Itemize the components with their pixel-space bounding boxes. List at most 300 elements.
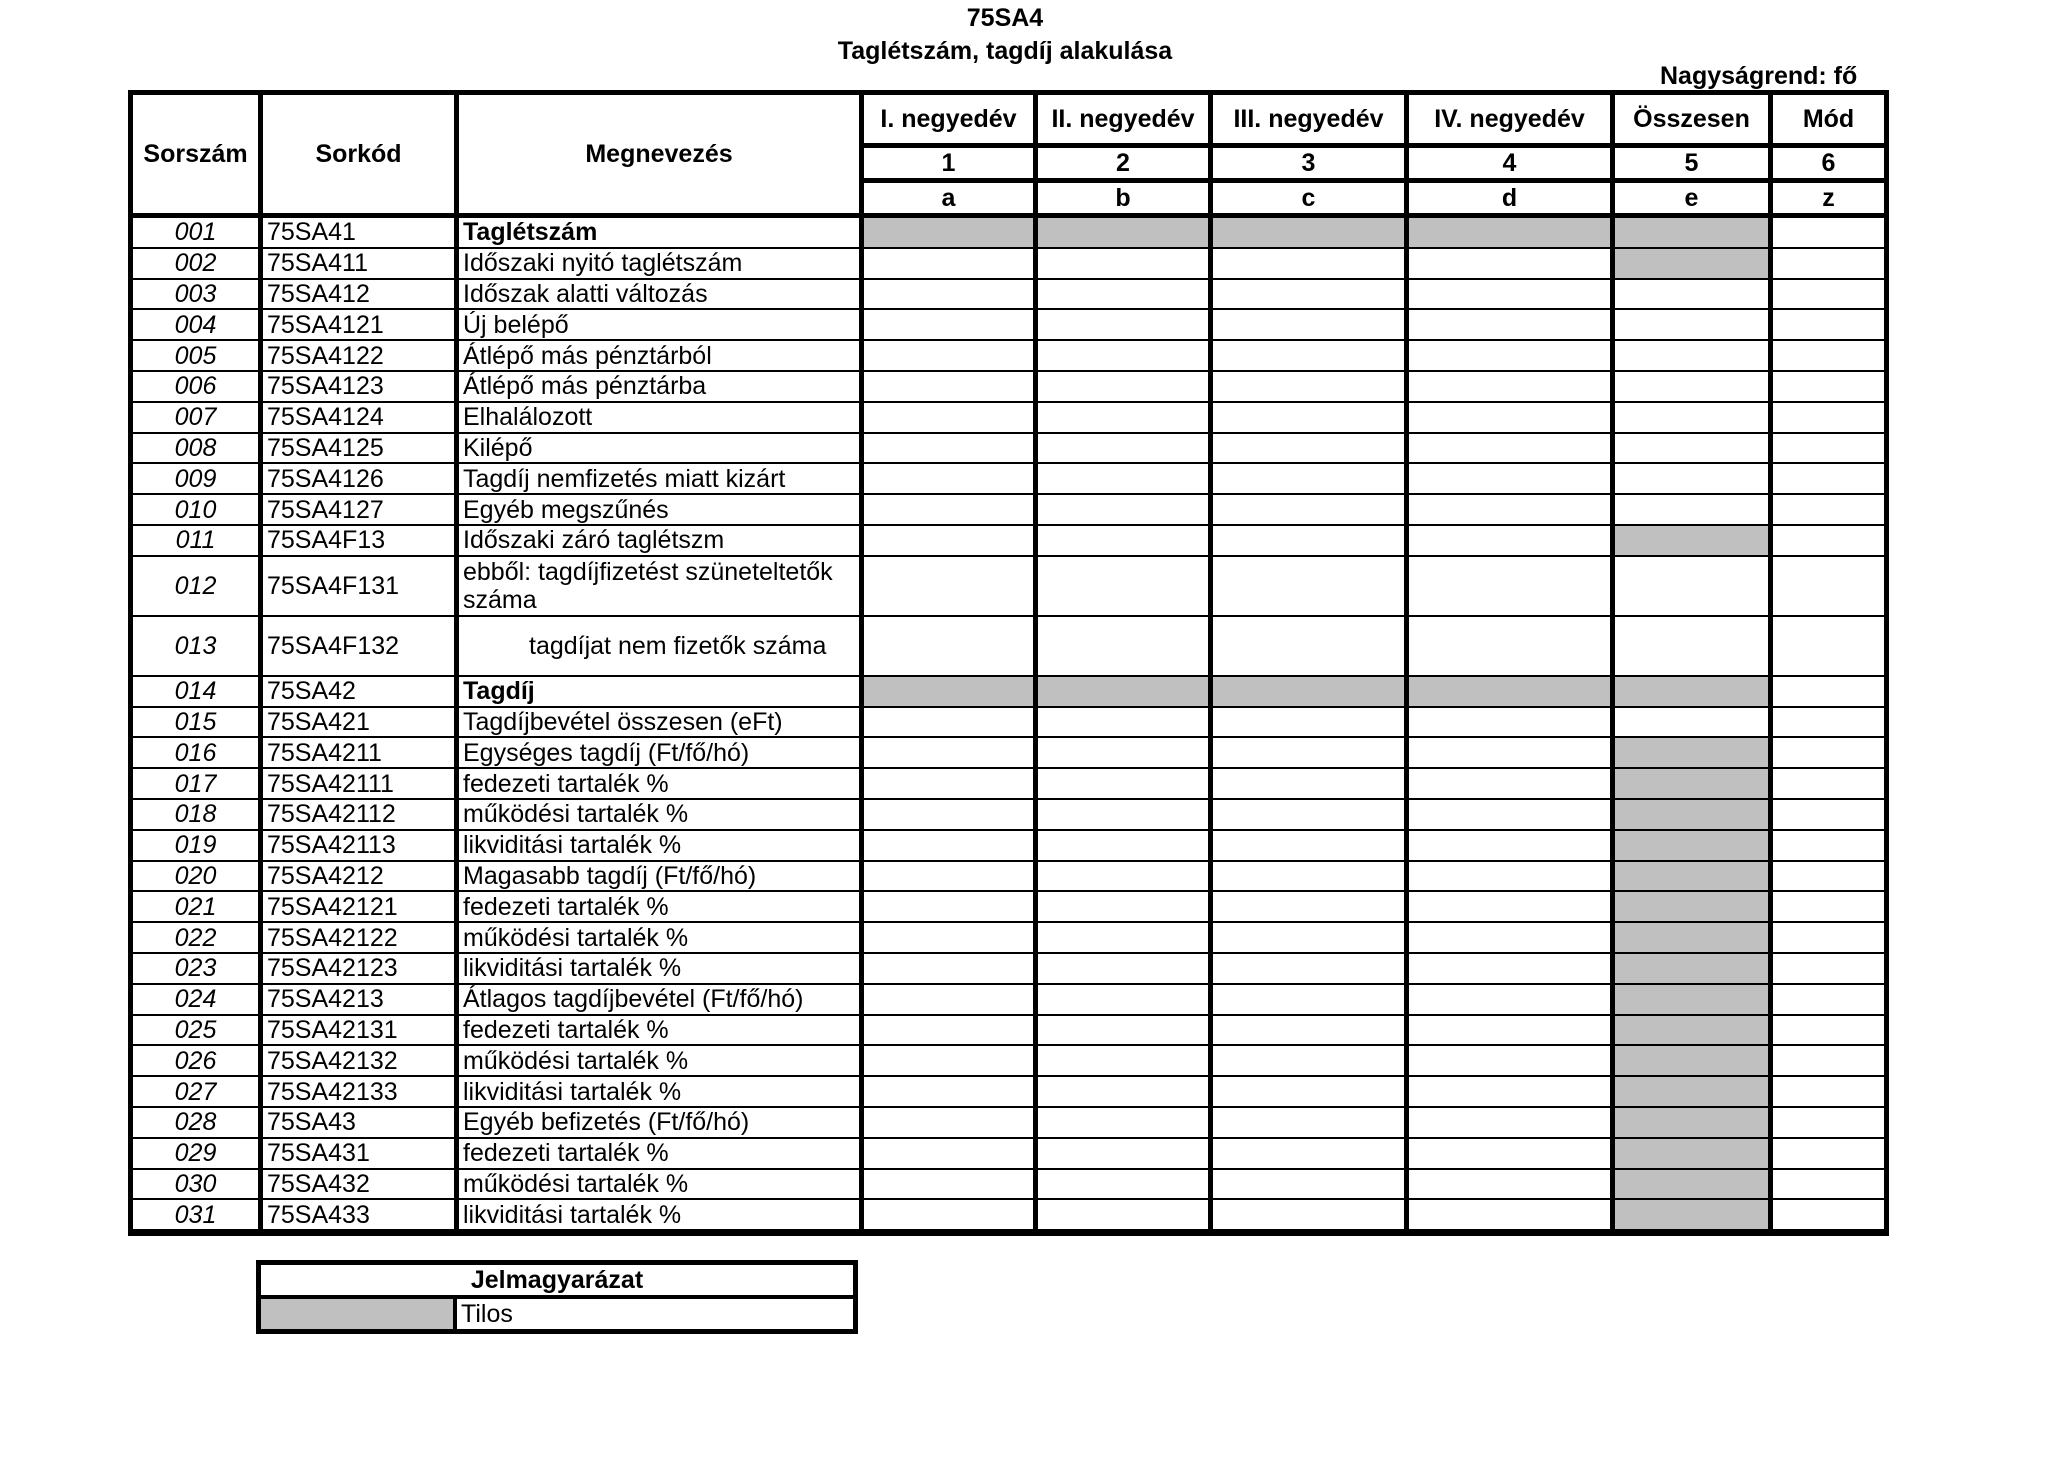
data-cell-6[interactable] (1773, 831, 1884, 862)
row-seq: 014 (133, 677, 263, 708)
row-seq: 007 (133, 403, 263, 434)
data-cell-4[interactable] (1409, 1108, 1615, 1139)
row-name: Átlépő más pénztárba (459, 372, 864, 403)
row-name: Egyéb megszűnés (459, 495, 864, 526)
row-name: likviditási tartalék % (459, 1200, 864, 1231)
row-code: 75SA42122 (263, 923, 459, 954)
header-col-2: II. negyedév (1038, 95, 1213, 148)
row-code: 75SA4126 (263, 464, 459, 495)
data-cell-1[interactable] (864, 1108, 1038, 1139)
row-name: működési tartalék % (459, 1170, 864, 1201)
data-cell-1[interactable] (864, 1046, 1038, 1077)
table-row (133, 1108, 1884, 1139)
data-cell-6[interactable] (1773, 1016, 1884, 1047)
row-code: 75SA433 (263, 1200, 459, 1231)
table-row (133, 1077, 1884, 1108)
data-cell-1[interactable] (864, 280, 1038, 311)
data-cell-1[interactable] (864, 557, 1038, 617)
data-cell-6[interactable] (1773, 1200, 1884, 1231)
data-cell-2[interactable] (1038, 464, 1213, 495)
data-cell-4[interactable] (1409, 249, 1615, 280)
row-code: 75SA4125 (263, 434, 459, 465)
row-seq: 028 (133, 1108, 263, 1139)
row-seq: 023 (133, 954, 263, 985)
forbidden-cell (1615, 1170, 1773, 1201)
data-cell-2[interactable] (1038, 403, 1213, 434)
table-row (133, 985, 1884, 1016)
table-row (133, 831, 1884, 862)
data-cell-4[interactable] (1409, 617, 1615, 677)
data-cell-5[interactable] (1615, 280, 1773, 311)
data-cell-6[interactable] (1773, 738, 1884, 769)
data-cell-5[interactable] (1615, 434, 1773, 465)
forbidden-cell (1038, 218, 1213, 249)
data-cell-3[interactable] (1213, 769, 1409, 800)
header-col-1: I. negyedév (864, 95, 1038, 148)
row-seq: 013 (133, 617, 263, 677)
data-cell-3[interactable] (1213, 1077, 1409, 1108)
legend-gray-swatch (261, 1299, 457, 1329)
data-cell-3[interactable] (1213, 1108, 1409, 1139)
data-cell-2[interactable] (1038, 1077, 1213, 1108)
data-cell-2[interactable] (1038, 738, 1213, 769)
data-cell-6[interactable] (1773, 677, 1884, 708)
table-row (133, 1139, 1884, 1170)
forbidden-cell (1615, 954, 1773, 985)
data-cell-3[interactable] (1213, 1016, 1409, 1047)
data-cell-4[interactable] (1409, 985, 1615, 1016)
data-cell-5[interactable] (1615, 617, 1773, 677)
header-seq: Sorszám (133, 95, 263, 218)
data-cell-6[interactable] (1773, 372, 1884, 403)
data-cell-2[interactable] (1038, 985, 1213, 1016)
data-cell-6[interactable] (1773, 862, 1884, 893)
data-cell-1[interactable] (864, 617, 1038, 677)
data-cell-1[interactable] (864, 1139, 1038, 1170)
row-code: 75SA4127 (263, 495, 459, 526)
data-cell-3[interactable] (1213, 617, 1409, 677)
data-cell-2[interactable] (1038, 434, 1213, 465)
data-cell-4[interactable] (1409, 403, 1615, 434)
table-row (133, 218, 1884, 249)
forbidden-cell (1615, 249, 1773, 280)
data-cell-1[interactable] (864, 434, 1038, 465)
data-cell-2[interactable] (1038, 1108, 1213, 1139)
row-code: 75SA43 (263, 1108, 459, 1139)
legend-gray-label: Tilos (461, 1299, 513, 1328)
data-cell-6[interactable] (1773, 923, 1884, 954)
data-cell-5[interactable] (1615, 495, 1773, 526)
data-cell-1[interactable] (864, 954, 1038, 985)
data-cell-4[interactable] (1409, 1139, 1615, 1170)
forbidden-cell (1615, 1077, 1773, 1108)
row-code: 75SA42121 (263, 892, 459, 923)
data-cell-3[interactable] (1213, 1046, 1409, 1077)
forbidden-cell (1038, 677, 1213, 708)
report-table (128, 90, 1889, 1236)
header-letter-4: d (1409, 183, 1615, 218)
data-cell-6[interactable] (1773, 495, 1884, 526)
data-cell-3[interactable] (1213, 892, 1409, 923)
row-seq: 015 (133, 708, 263, 739)
data-cell-1[interactable] (864, 249, 1038, 280)
data-cell-3[interactable] (1213, 831, 1409, 862)
data-cell-2[interactable] (1038, 1016, 1213, 1047)
data-cell-2[interactable] (1038, 862, 1213, 893)
row-name: tagdíjat nem fizetők száma (459, 617, 864, 677)
data-cell-5[interactable] (1615, 310, 1773, 341)
form-subtitle: Taglétszám, tagdíj alakulása (837, 37, 1173, 65)
data-cell-1[interactable] (864, 372, 1038, 403)
row-name: Egységes tagdíj (Ft/fő/hó) (459, 738, 864, 769)
data-cell-1[interactable] (864, 831, 1038, 862)
data-cell-1[interactable] (864, 1077, 1038, 1108)
data-cell-1[interactable] (864, 1200, 1038, 1231)
row-seq: 019 (133, 831, 263, 862)
header-col-3: III. negyedév (1213, 95, 1409, 148)
data-cell-6[interactable] (1773, 341, 1884, 372)
forbidden-cell (1615, 677, 1773, 708)
header-code: Sorkód (263, 95, 459, 218)
data-cell-1[interactable] (864, 769, 1038, 800)
row-code: 75SA42113 (263, 831, 459, 862)
data-cell-6[interactable] (1773, 1139, 1884, 1170)
data-cell-5[interactable] (1615, 372, 1773, 403)
data-cell-2[interactable] (1038, 892, 1213, 923)
forbidden-cell (1213, 677, 1409, 708)
table-row (133, 738, 1884, 769)
table-row (133, 892, 1884, 923)
unit-note: Nagyságrend: fő (1660, 62, 1858, 90)
data-cell-4[interactable] (1409, 862, 1615, 893)
header-num-3: 3 (1213, 148, 1409, 183)
data-cell-3[interactable] (1213, 862, 1409, 893)
row-code: 75SA42133 (263, 1077, 459, 1108)
table-row (133, 372, 1884, 403)
row-code: 75SA41 (263, 218, 459, 249)
data-cell-6[interactable] (1773, 954, 1884, 985)
row-name: fedezeti tartalék % (459, 1016, 864, 1047)
row-code: 75SA432 (263, 1170, 459, 1201)
row-code: 75SA42112 (263, 800, 459, 831)
row-seq: 029 (133, 1139, 263, 1170)
header-num-6: 6 (1773, 148, 1884, 183)
row-code: 75SA42131 (263, 1016, 459, 1047)
data-cell-2[interactable] (1038, 310, 1213, 341)
row-code: 75SA42111 (263, 769, 459, 800)
row-seq: 008 (133, 434, 263, 465)
row-code: 75SA4213 (263, 985, 459, 1016)
table-row (133, 557, 1884, 617)
data-cell-3[interactable] (1213, 249, 1409, 280)
data-cell-6[interactable] (1773, 557, 1884, 617)
table-row (133, 708, 1884, 739)
data-cell-4[interactable] (1409, 557, 1615, 617)
data-cell-4[interactable] (1409, 526, 1615, 557)
table-row (133, 434, 1884, 465)
data-cell-4[interactable] (1409, 310, 1615, 341)
data-cell-3[interactable] (1213, 738, 1409, 769)
data-cell-1[interactable] (864, 985, 1038, 1016)
data-cell-1[interactable] (864, 1170, 1038, 1201)
data-cell-3[interactable] (1213, 800, 1409, 831)
row-code: 75SA42 (263, 677, 459, 708)
forbidden-cell (1615, 1139, 1773, 1170)
data-cell-4[interactable] (1409, 495, 1615, 526)
row-name: működési tartalék % (459, 800, 864, 831)
data-cell-3[interactable] (1213, 1200, 1409, 1231)
data-cell-3[interactable] (1213, 954, 1409, 985)
row-seq: 018 (133, 800, 263, 831)
row-seq: 002 (133, 249, 263, 280)
data-cell-4[interactable] (1409, 738, 1615, 769)
table-row (133, 464, 1884, 495)
forbidden-cell (1615, 218, 1773, 249)
header-col-5: Összesen (1615, 95, 1773, 148)
data-cell-6[interactable] (1773, 769, 1884, 800)
header-col-4: IV. negyedév (1409, 95, 1615, 148)
data-cell-2[interactable] (1038, 280, 1213, 311)
row-code: 75SA4122 (263, 341, 459, 372)
table-row (133, 1016, 1884, 1047)
row-name: működési tartalék % (459, 923, 864, 954)
data-cell-5[interactable] (1615, 708, 1773, 739)
data-cell-1[interactable] (864, 738, 1038, 769)
forbidden-cell (1409, 677, 1615, 708)
forbidden-cell (1615, 862, 1773, 893)
row-name: Tagdíj nemfizetés miatt kizárt (459, 464, 864, 495)
row-name: Tagdíj (459, 677, 864, 708)
row-seq: 012 (133, 557, 263, 617)
data-cell-2[interactable] (1038, 557, 1213, 617)
row-name: Átlépő más pénztárból (459, 341, 864, 372)
row-name: likviditási tartalék % (459, 1077, 864, 1108)
data-cell-3[interactable] (1213, 923, 1409, 954)
row-name: fedezeti tartalék % (459, 1139, 864, 1170)
data-cell-6[interactable] (1773, 1170, 1884, 1201)
data-cell-2[interactable] (1038, 249, 1213, 280)
data-cell-4[interactable] (1409, 434, 1615, 465)
data-cell-2[interactable] (1038, 800, 1213, 831)
data-cell-3[interactable] (1213, 434, 1409, 465)
data-cell-2[interactable] (1038, 1139, 1213, 1170)
header-letter-6: z (1773, 183, 1884, 218)
table-row (133, 769, 1884, 800)
row-name: Taglétszám (459, 218, 864, 249)
data-cell-4[interactable] (1409, 372, 1615, 403)
data-cell-4[interactable] (1409, 800, 1615, 831)
data-cell-6[interactable] (1773, 218, 1884, 249)
header-col-6: Mód (1773, 95, 1884, 148)
data-cell-2[interactable] (1038, 1046, 1213, 1077)
data-cell-4[interactable] (1409, 1077, 1615, 1108)
row-seq: 001 (133, 218, 263, 249)
forbidden-cell (1615, 985, 1773, 1016)
data-cell-4[interactable] (1409, 892, 1615, 923)
data-cell-2[interactable] (1038, 526, 1213, 557)
data-cell-2[interactable] (1038, 831, 1213, 862)
data-cell-2[interactable] (1038, 769, 1213, 800)
data-cell-4[interactable] (1409, 1016, 1615, 1047)
data-cell-2[interactable] (1038, 495, 1213, 526)
data-cell-2[interactable] (1038, 708, 1213, 739)
forbidden-cell (1615, 769, 1773, 800)
table-row (133, 1200, 1884, 1231)
form-code: 75SA4 (966, 4, 1044, 32)
data-cell-6[interactable] (1773, 1046, 1884, 1077)
row-name: Időszaki záró taglétszm (459, 526, 864, 557)
data-cell-1[interactable] (864, 1016, 1038, 1047)
data-cell-6[interactable] (1773, 403, 1884, 434)
data-cell-1[interactable] (864, 310, 1038, 341)
row-code: 75SA4124 (263, 403, 459, 434)
forbidden-cell (1615, 1046, 1773, 1077)
data-cell-4[interactable] (1409, 1200, 1615, 1231)
data-cell-6[interactable] (1773, 464, 1884, 495)
data-cell-4[interactable] (1409, 464, 1615, 495)
data-cell-3[interactable] (1213, 280, 1409, 311)
data-cell-6[interactable] (1773, 892, 1884, 923)
row-seq: 010 (133, 495, 263, 526)
data-cell-6[interactable] (1773, 708, 1884, 739)
data-cell-4[interactable] (1409, 831, 1615, 862)
row-name: Egyéb befizetés (Ft/fő/hó) (459, 1108, 864, 1139)
row-seq: 009 (133, 464, 263, 495)
data-cell-3[interactable] (1213, 985, 1409, 1016)
data-cell-1[interactable] (864, 892, 1038, 923)
data-cell-1[interactable] (864, 800, 1038, 831)
data-cell-5[interactable] (1615, 403, 1773, 434)
table-row (133, 310, 1884, 341)
data-cell-2[interactable] (1038, 954, 1213, 985)
row-seq: 030 (133, 1170, 263, 1201)
row-name: fedezeti tartalék % (459, 892, 864, 923)
data-cell-3[interactable] (1213, 1139, 1409, 1170)
data-cell-4[interactable] (1409, 769, 1615, 800)
table-row (133, 249, 1884, 280)
data-cell-4[interactable] (1409, 708, 1615, 739)
forbidden-cell (1615, 892, 1773, 923)
data-cell-6[interactable] (1773, 800, 1884, 831)
data-cell-6[interactable] (1773, 985, 1884, 1016)
data-cell-3[interactable] (1213, 708, 1409, 739)
row-name: ebből: tagdíjfizetést szüneteltetők száma (459, 557, 864, 617)
data-cell-1[interactable] (864, 708, 1038, 739)
row-seq: 005 (133, 341, 263, 372)
data-cell-2[interactable] (1038, 341, 1213, 372)
table-row (133, 341, 1884, 372)
table-row (133, 403, 1884, 434)
data-cell-2[interactable] (1038, 923, 1213, 954)
table-row (133, 280, 1884, 311)
data-cell-3[interactable] (1213, 464, 1409, 495)
data-cell-1[interactable] (864, 495, 1038, 526)
row-seq: 021 (133, 892, 263, 923)
data-cell-4[interactable] (1409, 280, 1615, 311)
row-seq: 022 (133, 923, 263, 954)
data-cell-4[interactable] (1409, 954, 1615, 985)
row-code: 75SA42123 (263, 954, 459, 985)
data-cell-3[interactable] (1213, 557, 1409, 617)
row-name: likviditási tartalék % (459, 831, 864, 862)
data-cell-6[interactable] (1773, 249, 1884, 280)
data-cell-6[interactable] (1773, 1077, 1884, 1108)
row-name: Időszaki nyitó taglétszám (459, 249, 864, 280)
data-cell-2[interactable] (1038, 1200, 1213, 1231)
data-cell-1[interactable] (864, 862, 1038, 893)
row-seq: 003 (133, 280, 263, 311)
data-cell-6[interactable] (1773, 280, 1884, 311)
data-cell-1[interactable] (864, 923, 1038, 954)
data-cell-4[interactable] (1409, 1046, 1615, 1077)
data-cell-5[interactable] (1615, 341, 1773, 372)
data-cell-1[interactable] (864, 526, 1038, 557)
header-num-2: 2 (1038, 148, 1213, 183)
header-num-1: 1 (864, 148, 1038, 183)
forbidden-cell (864, 677, 1038, 708)
row-code: 75SA4F13 (263, 526, 459, 557)
data-cell-3[interactable] (1213, 310, 1409, 341)
form-title-block (0, 2, 2010, 68)
data-cell-3[interactable] (1213, 372, 1409, 403)
data-cell-4[interactable] (1409, 1170, 1615, 1201)
table-row (133, 923, 1884, 954)
data-cell-1[interactable] (864, 341, 1038, 372)
row-seq: 004 (133, 310, 263, 341)
data-cell-3[interactable] (1213, 526, 1409, 557)
data-cell-5[interactable] (1615, 464, 1773, 495)
row-code: 75SA431 (263, 1139, 459, 1170)
row-code: 75SA42132 (263, 1046, 459, 1077)
row-code: 75SA4121 (263, 310, 459, 341)
data-cell-3[interactable] (1213, 495, 1409, 526)
table-row (133, 526, 1884, 557)
row-code: 75SA4212 (263, 862, 459, 893)
header-num-5: 5 (1615, 148, 1773, 183)
row-seq: 011 (133, 526, 263, 557)
data-cell-4[interactable] (1409, 341, 1615, 372)
data-cell-2[interactable] (1038, 1170, 1213, 1201)
data-cell-6[interactable] (1773, 434, 1884, 465)
data-cell-3[interactable] (1213, 341, 1409, 372)
data-cell-3[interactable] (1213, 1170, 1409, 1201)
table-row (133, 677, 1884, 708)
row-code: 75SA421 (263, 708, 459, 739)
data-cell-6[interactable] (1773, 617, 1884, 677)
row-seq: 027 (133, 1077, 263, 1108)
row-name: Kilépő (459, 434, 864, 465)
data-cell-2[interactable] (1038, 372, 1213, 403)
data-cell-6[interactable] (1773, 1108, 1884, 1139)
header-letter-3: c (1213, 183, 1409, 218)
data-cell-5[interactable] (1615, 557, 1773, 617)
table-row (133, 1170, 1884, 1201)
data-cell-1[interactable] (864, 403, 1038, 434)
header-letter-5: e (1615, 183, 1773, 218)
data-cell-1[interactable] (864, 464, 1038, 495)
row-name: fedezeti tartalék % (459, 769, 864, 800)
data-cell-3[interactable] (1213, 403, 1409, 434)
table-row (133, 800, 1884, 831)
row-seq: 016 (133, 738, 263, 769)
row-seq: 024 (133, 985, 263, 1016)
legend-table (256, 1260, 858, 1334)
data-cell-6[interactable] (1773, 526, 1884, 557)
data-cell-6[interactable] (1773, 310, 1884, 341)
data-cell-4[interactable] (1409, 923, 1615, 954)
row-seq: 031 (133, 1200, 263, 1231)
data-cell-2[interactable] (1038, 617, 1213, 677)
